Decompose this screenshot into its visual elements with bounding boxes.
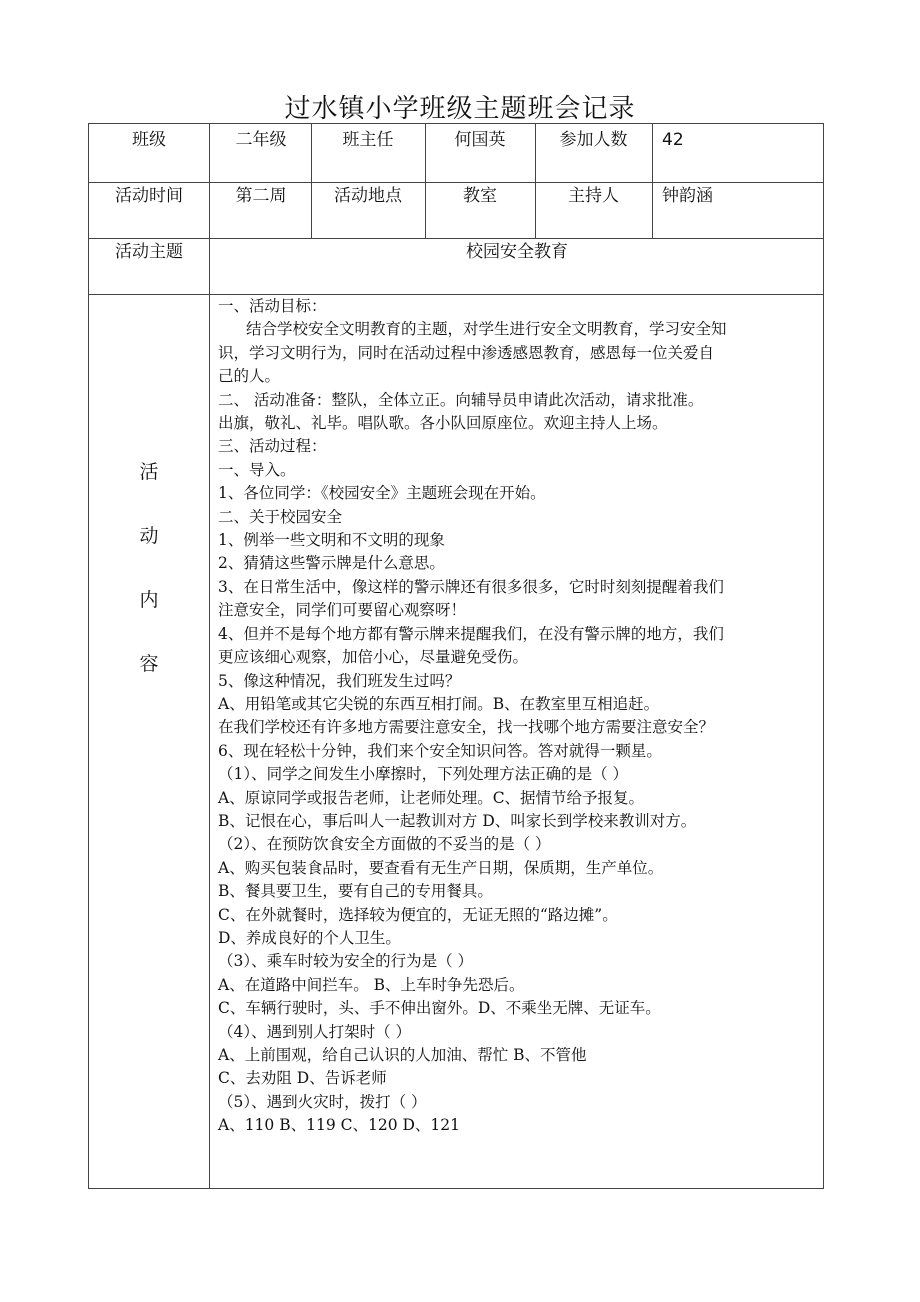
content-line: 一、活动目标： (218, 297, 327, 315)
content-line: C、车辆行驶时，头、手不伸出窗外。D、不乘坐无牌、无证车。 (218, 999, 661, 1018)
time-label: 活动时间 (115, 186, 183, 206)
content-line: 在我们学校还有许多地方需要注意安全，找一找哪个地方需要注意安全？ (218, 718, 715, 737)
content-line: A、购买包装食品时，要查看有无生产日期，保质期，生产单位。 (218, 858, 664, 877)
attendance-value: 42 (662, 130, 684, 150)
content-line: 三、活动过程： (218, 437, 327, 456)
content-line: （1）、同学之间发生小摩擦时，下列处理方法正确的是（ ） (218, 765, 629, 784)
content-line: B、餐具要卫生，要有自己的专用餐具。 (218, 882, 493, 901)
place-label: 活动地点 (334, 186, 402, 206)
time-value: 第二周 (235, 186, 287, 206)
content-line: C、在外就餐时，选择较为便宜的，无证无照的“路边摊”。 (218, 905, 618, 924)
content-line: 出旗，敬礼、礼毕。唱队歌。各小队回原座位。欢迎主持人上场。 (218, 414, 668, 433)
activity-content-label (89, 460, 209, 716)
content-line: 识，学习文明行为，同时在活动过程中渗透感恩教育，感恩每一位关爱自 (218, 343, 715, 362)
teacher-label: 班主任 (342, 130, 394, 150)
content-line: 3、在日常生活中，像这样的警示牌还有很多很多，它时时刻刻提醒着我们 (218, 577, 724, 596)
content-line: C、去劝阻 D、告诉老师 (218, 1069, 387, 1088)
content-line: 5、像这种情况，我们班发生过吗？ (218, 671, 461, 690)
content-line: B、记恨在心，事后叫人一起教训对方 D、叫家长到学校来教训对方。 (218, 811, 697, 830)
content-line: （3）、乘车时较为安全的行为是（ ） (218, 952, 474, 971)
content-line: A、在道路中间拦车。 B、上车时争先恐后。 (218, 975, 525, 994)
side-char: 内 (139, 589, 159, 611)
host-value: 钟韵涵 (662, 186, 713, 206)
content-line: 1、各位同学：《校园安全》主题班会现在开始。 (218, 484, 546, 503)
content-line: 结合学校安全文明教育的主题，对学生进行安全文明教育，学习安全知 (246, 320, 727, 339)
place-value: 教室 (463, 186, 497, 206)
side-char: 容 (139, 653, 159, 675)
content-line: 一、导入。 (218, 460, 296, 479)
content-line: （5）、遇到火灾时，拨打（ ） (218, 1092, 427, 1111)
side-char: 活 (139, 461, 159, 483)
column-divider (652, 124, 653, 238)
record-table (88, 123, 824, 1189)
theme-value: 校园安全教育 (466, 242, 568, 262)
teacher-value: 何国英 (454, 130, 506, 150)
content-line: D、养成良好的个人卫生。 (218, 928, 401, 947)
content-line: （2）、在预防饮食安全方面做的不妥当的是（ ） (218, 835, 551, 854)
class-value: 二年级 (235, 130, 287, 150)
page-title: 过水镇小学班级主题班会记录 (284, 94, 636, 124)
content-line: A、原谅同学或报告老师，让老师处理。C、据情节给予报复。 (218, 788, 645, 807)
class-label: 班级 (132, 130, 166, 150)
content-line: 2、猜猜这些警示牌是什么意思。 (218, 554, 445, 573)
row-divider (89, 182, 823, 183)
content-line: 4、但并不是每个地方都有警示牌来提醒我们，在没有警示牌的地方，我们 (218, 624, 724, 643)
content-line: 二、关于校园安全 (218, 507, 343, 526)
content-line: 6、现在轻松十分钟，我们来个安全知识问答。答对就得一颗星。 (218, 741, 662, 760)
content-line: A、110 B、119 C、120 D、121 (218, 1116, 460, 1135)
column-divider (209, 124, 210, 1188)
content-line: 己的人。 (218, 367, 281, 386)
content-line: 注意安全，同学们可要留心观察呀！ (218, 601, 467, 620)
content-line: A、用铅笔或其它尖锐的东西互相打闹。B、在教室里互相追赶。 (218, 694, 660, 713)
content-line: A、上前围观，给自己认识的人加油、帮忙 B、不管他 (218, 1046, 587, 1064)
side-char: 动 (139, 525, 159, 547)
theme-label: 活动主题 (115, 242, 183, 262)
attendance-label: 参加人数 (559, 130, 628, 150)
content-line: 1、例举一些文明和不文明的现象 (218, 531, 445, 550)
activity-content (218, 295, 818, 1138)
content-line: 更应该细心观察，加倍小心，尽量避免受伤。 (218, 648, 529, 667)
content-line: （4）、遇到别人打架时（ ） (218, 1022, 412, 1041)
row-divider (89, 238, 823, 239)
content-line: 二、 活动准备：整队，全体立正。向辅导员申请此次活动，请求批准。 (218, 390, 704, 409)
host-label: 主持人 (568, 186, 619, 206)
